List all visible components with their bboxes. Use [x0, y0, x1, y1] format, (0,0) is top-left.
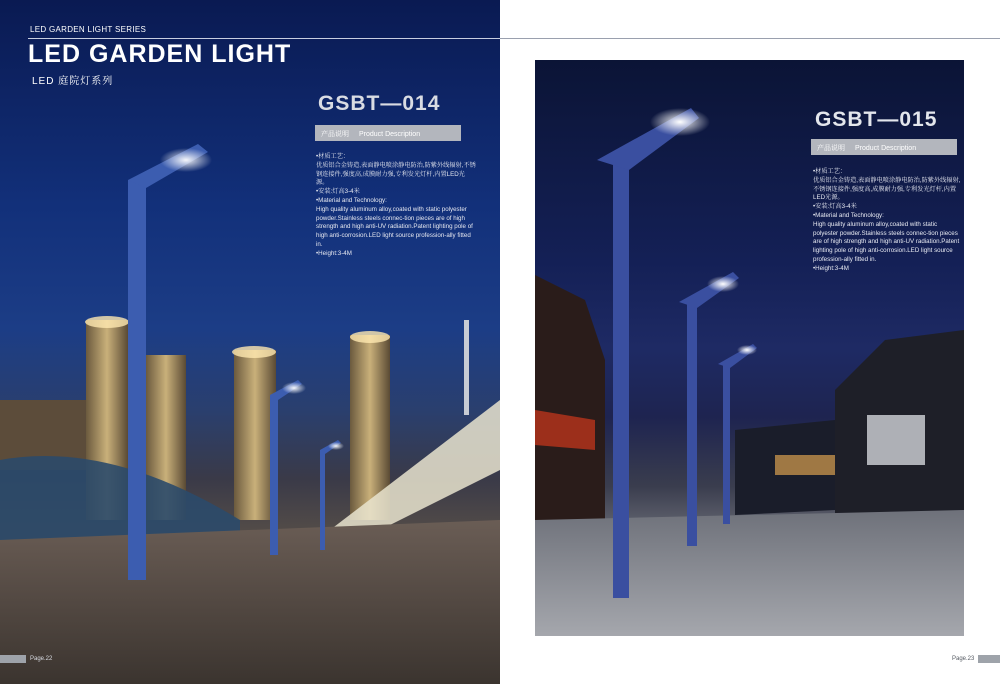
description-header: [315, 125, 461, 141]
model-number: GSBT—015: [815, 108, 938, 131]
model-number: GSBT—014: [318, 92, 441, 115]
page-number: Page.22: [30, 656, 53, 662]
page-number: Page.23: [952, 656, 975, 662]
description-header-en: Product Description: [359, 131, 421, 138]
page-title: LED GARDEN LIGHT: [28, 40, 292, 68]
description-header-cn: 产品说明: [817, 145, 845, 152]
description-header-cn: 产品说明: [321, 131, 349, 138]
description-header-en: Product Description: [855, 145, 917, 152]
product-description: •材质工艺： 优质铝合金铸造,表面静电喷涂静电防治,防紫外线辐射,不锈钢连接件,强度高,成膜耐力强,专利发光灯杆,内置LED光源。 •安装:灯高3-4米 •Material and Technology: High quality aluminum alloy,coated with static polyester powder.Stainless steels connec-tion pieces are of high strength and high anti-UV radiation.Patent lighting pole of high anti-corrosion.LED light source profession-ally fitted in. •Height:3-4M: [316, 153, 476, 257]
divider: [28, 38, 500, 39]
page-subtitle: LED 庭院灯系列: [32, 76, 114, 87]
description-header: [811, 139, 957, 155]
page-marker: [978, 655, 1000, 663]
divider: [500, 38, 1000, 39]
series-label: LED GARDEN LIGHT SERIES: [30, 25, 147, 34]
product-description: •材质工艺： 优质铝合金铸造,表面静电喷涂静电防治,防紫外线辐射,不锈钢连接件,强度高,成膜耐力强,专利发光灯杆,内置LED光源。 •安装:灯高3-4米 •Material and Technology: High quality aluminum alloy,coated with static polyester powder.Stainless steels connec-tion pieces are of high strength and high anti-UV radiation.Patent lighting pole of high anti-corrosion.LED light source profession-ally fitted in. •Height:3-4M: [813, 168, 961, 272]
page-marker: [0, 655, 26, 663]
